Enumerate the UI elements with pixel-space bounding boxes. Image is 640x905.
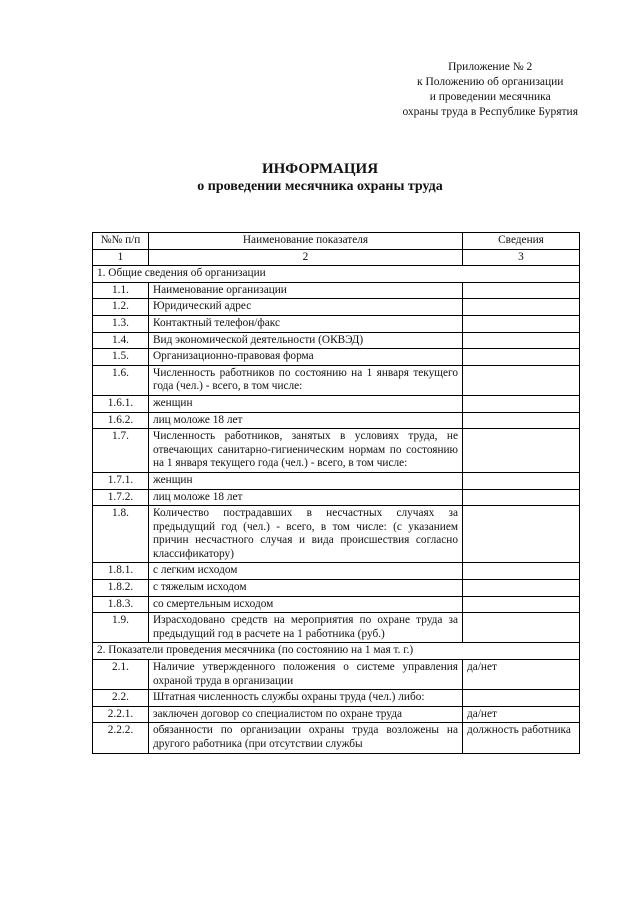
header-indicator: Наименование показателя [149, 233, 463, 250]
row-value [463, 596, 580, 613]
table-row [93, 613, 580, 643]
document-subtitle: о проведении месячника охраны труда [197, 179, 443, 194]
row-indicator: Контактный телефон/факс [149, 315, 463, 332]
row-value [463, 395, 580, 412]
row-value: да/нет [463, 660, 580, 690]
row-indicator: Наименование организации [149, 282, 463, 299]
appendix-line: и проведении месячника [429, 91, 551, 103]
section-title: 2. Показатели проведения месячника (по состоянию на 1 мая т. г.) [93, 643, 580, 660]
table-row [93, 472, 580, 489]
document-title: ИНФОРМАЦИЯ [261, 161, 379, 177]
row-number: 1.7.2. [93, 489, 149, 506]
row-value [463, 429, 580, 473]
section-row [93, 266, 580, 283]
row-number: 1.7.1. [93, 472, 149, 489]
appendix-note [402, 60, 578, 120]
table-row [93, 706, 580, 723]
row-indicator: обязанности по организации охраны труда возложены на другого работника (при отсутствии службы [149, 723, 463, 753]
row-value [463, 349, 580, 366]
row-number: 1.9. [93, 613, 149, 643]
row-value: да/нет [463, 706, 580, 723]
row-value [463, 332, 580, 349]
row-indicator: Численность работников, занятых в условиях труда, не отвечающих санитарно-гигиеническим нормам по состоянию на 1 января текущего года (чел.) - всего, в том числе: [149, 429, 463, 473]
row-indicator: с легким исходом [149, 563, 463, 580]
row-indicator: со смертельным исходом [149, 596, 463, 613]
header-details: Сведения [463, 233, 580, 250]
row-value [463, 563, 580, 580]
row-indicator: с тяжелым исходом [149, 580, 463, 597]
row-indicator: Юридический адрес [149, 299, 463, 316]
row-number: 1.5. [93, 349, 149, 366]
row-number: 2.2. [93, 690, 149, 707]
row-number: 2.2.1. [93, 706, 149, 723]
row-indicator: лиц моложе 18 лет [149, 489, 463, 506]
row-value [463, 365, 580, 395]
section-title: 1. Общие сведения об организации [93, 266, 580, 283]
row-number: 1.6.1. [93, 395, 149, 412]
row-value [463, 412, 580, 429]
row-number: 1.8.3. [93, 596, 149, 613]
row-indicator: лиц моложе 18 лет [149, 412, 463, 429]
row-value [463, 613, 580, 643]
row-number: 2.1. [93, 660, 149, 690]
row-indicator: Вид экономической деятельности (ОКВЭД) [149, 332, 463, 349]
row-number: 1.6.2. [93, 412, 149, 429]
row-number: 1.1. [93, 282, 149, 299]
table-row [93, 365, 580, 395]
row-indicator: женщин [149, 395, 463, 412]
table-row [93, 580, 580, 597]
table-row [93, 489, 580, 506]
row-value [463, 282, 580, 299]
row-indicator: Количество пострадавших в несчастных случаях за предыдущий год (чел.) - всего, в том числе: (с указанием причин несчастного случая и вида происшествия согласно классификатору) [149, 506, 463, 563]
table-body [93, 249, 580, 753]
row-value [463, 506, 580, 563]
row-indicator: женщин [149, 472, 463, 489]
table-row [93, 332, 580, 349]
info-table [92, 232, 580, 754]
row-value [463, 299, 580, 316]
row-value [463, 580, 580, 597]
column-number-row [93, 249, 580, 266]
table-row [93, 299, 580, 316]
row-indicator: Наличие утвержденного положения о системе управления охраной труда в организации [149, 660, 463, 690]
row-indicator: Организационно-правовая форма [149, 349, 463, 366]
table-row [93, 395, 580, 412]
header-number: №№ п/п [93, 233, 149, 250]
table-row [93, 315, 580, 332]
row-value: должность работника [463, 723, 580, 753]
row-value [463, 472, 580, 489]
table-header-row [93, 233, 580, 250]
row-indicator: заключен договор со специалистом по охране труда [149, 706, 463, 723]
row-number: 1.8.2. [93, 580, 149, 597]
col-number: 3 [463, 249, 580, 266]
row-number: 1.4. [93, 332, 149, 349]
row-number: 1.2. [93, 299, 149, 316]
row-indicator: Штатная численность службы охраны труда (чел.) либо: [149, 690, 463, 707]
row-indicator: Израсходовано средств на мероприятия по охране труда за предыдущий год в расчете на 1 работника (руб.) [149, 613, 463, 643]
col-number: 2 [149, 249, 463, 266]
appendix-line: к Положению об организации [416, 76, 564, 88]
col-number: 1 [93, 249, 149, 266]
row-value [463, 690, 580, 707]
table-row [93, 429, 580, 473]
row-value [463, 315, 580, 332]
table-row [93, 412, 580, 429]
table-row [93, 506, 580, 563]
table-row [93, 349, 580, 366]
document-heading [0, 160, 640, 196]
row-value [463, 489, 580, 506]
row-number: 1.3. [93, 315, 149, 332]
row-indicator: Численность работников по состоянию на 1 января текущего года (чел.) - всего, в том числе: [149, 365, 463, 395]
appendix-line: охраны труда в Республике Бурятия [402, 106, 578, 118]
table-row [93, 723, 580, 753]
row-number: 2.2.2. [93, 723, 149, 753]
row-number: 1.8.1. [93, 563, 149, 580]
table-row [93, 282, 580, 299]
row-number: 1.6. [93, 365, 149, 395]
row-number: 1.7. [93, 429, 149, 473]
table-row [93, 690, 580, 707]
row-number: 1.8. [93, 506, 149, 563]
table-row [93, 596, 580, 613]
table-row [93, 660, 580, 690]
appendix-line: Приложение № 2 [448, 61, 533, 73]
table-row [93, 563, 580, 580]
section-row [93, 643, 580, 660]
